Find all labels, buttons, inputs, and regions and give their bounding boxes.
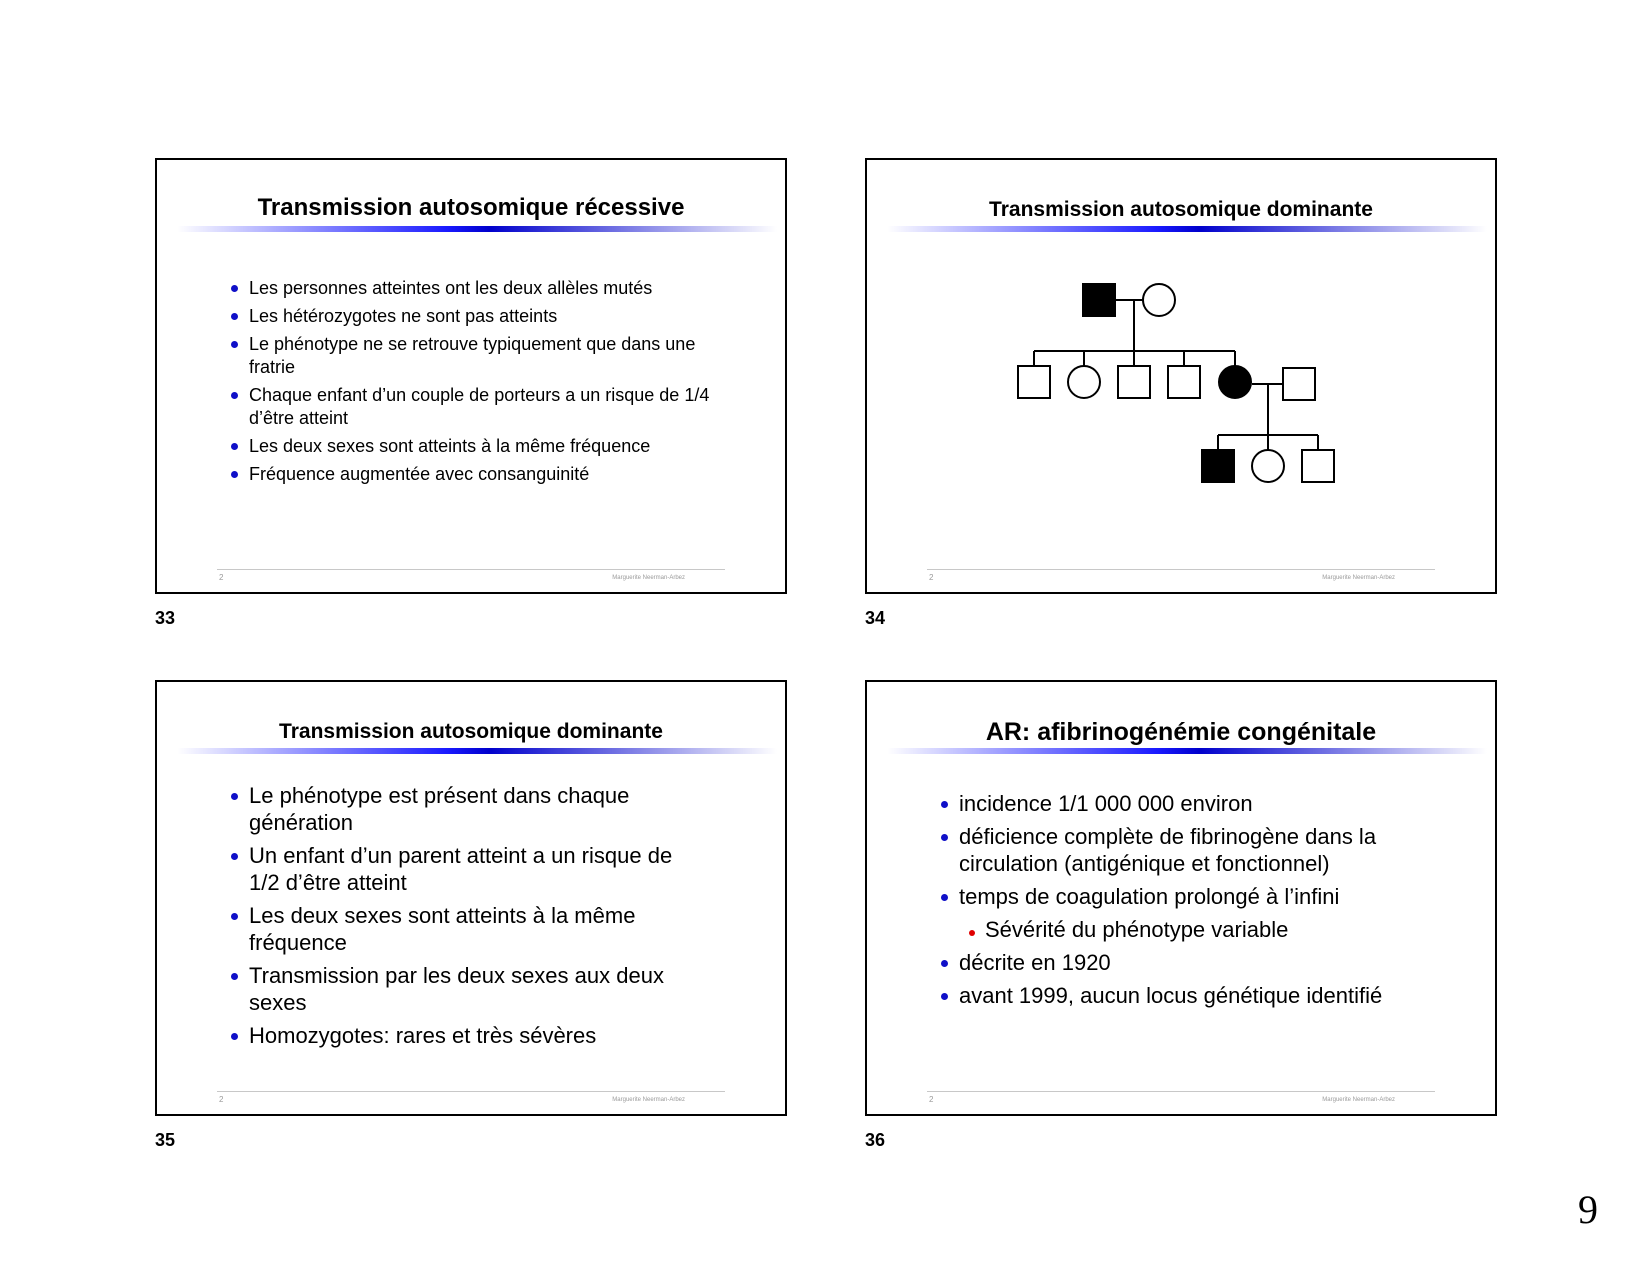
list-item: Les personnes atteintes ont les deux allèles mutés bbox=[229, 277, 729, 300]
slide-title: Transmission autosomique récessive bbox=[257, 194, 685, 221]
sub-list-item: Sévérité du phénotype variable bbox=[939, 916, 1439, 943]
title-underline bbox=[177, 748, 777, 754]
footer-line bbox=[217, 1091, 725, 1092]
unaffected-male-symbol bbox=[1018, 366, 1050, 398]
footer-author: Marguerite Neerman-Arbez bbox=[1322, 1097, 1395, 1103]
unaffected-male-symbol bbox=[1302, 450, 1334, 482]
slide-title: Transmission autosomique dominante bbox=[279, 720, 663, 743]
slide-number: 33 bbox=[155, 608, 176, 628]
footer-number: 2 bbox=[219, 573, 224, 582]
slide-number: 36 bbox=[865, 1130, 886, 1150]
slide-number: 35 bbox=[155, 1130, 176, 1150]
unaffected-male-symbol bbox=[1168, 366, 1200, 398]
pedigree-chart bbox=[867, 160, 1495, 592]
list-item: avant 1999, aucun locus génétique identifié bbox=[939, 982, 1439, 1009]
page-number: 9 bbox=[1578, 1187, 1598, 1232]
list-item: Les deux sexes sont atteints à la même fréquence bbox=[229, 902, 699, 956]
slide-title: AR: afibrinogénémie congénitale bbox=[985, 718, 1377, 746]
slide-34 bbox=[865, 158, 1497, 594]
list-item: Un enfant d’un parent atteint a un risque de 1/2 d’être atteint bbox=[229, 842, 699, 896]
list-item: Le phénotype est présent dans chaque génération bbox=[229, 782, 699, 836]
footer-author: Marguerite Neerman-Arbez bbox=[1322, 575, 1395, 581]
unaffected-female-symbol bbox=[1252, 450, 1284, 482]
list-item: Transmission par les deux sexes aux deux sexes bbox=[229, 962, 699, 1016]
footer-line bbox=[217, 569, 725, 570]
list-item: incidence 1/1 000 000 environ bbox=[939, 790, 1439, 817]
list-item: Les deux sexes sont atteints à la même fréquence bbox=[229, 435, 729, 458]
footer-author: Marguerite Neerman-Arbez bbox=[612, 1097, 685, 1103]
footer-author: Marguerite Neerman-Arbez bbox=[612, 575, 685, 581]
slide-35 bbox=[155, 680, 787, 1116]
list-item: Le phénotype ne se retrouve typiquement que dans une fratrie bbox=[229, 333, 729, 379]
footer-number: 2 bbox=[929, 1095, 934, 1104]
list-item: déficience complète de fibrinogène dans la circulation (antigénique et fonctionnel) bbox=[939, 823, 1439, 877]
title-underline bbox=[887, 748, 1487, 754]
unaffected-male-symbol bbox=[1118, 366, 1150, 398]
list-item: Fréquence augmentée avec consanguinité bbox=[229, 463, 729, 486]
footer-number: 2 bbox=[929, 573, 934, 582]
unaffected-female-symbol bbox=[1068, 366, 1100, 398]
title-underline bbox=[177, 226, 777, 232]
footer-line bbox=[927, 1091, 1435, 1092]
slide-title: Transmission autosomique dominante bbox=[989, 198, 1373, 221]
list-item: temps de coagulation prolongé à l’infini bbox=[939, 883, 1439, 910]
affected-female-symbol bbox=[1219, 366, 1251, 398]
slide-36 bbox=[865, 680, 1497, 1116]
footer-line bbox=[927, 569, 1435, 570]
list-item: Homozygotes: rares et très sévères bbox=[229, 1022, 699, 1049]
list-item: Chaque enfant d’un couple de porteurs a un risque de 1/4 d’être atteint bbox=[229, 384, 729, 430]
slide-33 bbox=[155, 158, 787, 594]
list-item: décrite en 1920 bbox=[939, 949, 1439, 976]
unaffected-female-symbol bbox=[1143, 284, 1175, 316]
footer-number: 2 bbox=[219, 1095, 224, 1104]
unaffected-male-symbol bbox=[1283, 368, 1315, 400]
bullet-list bbox=[229, 782, 699, 1055]
slide-number: 34 bbox=[865, 608, 886, 628]
affected-male-symbol bbox=[1083, 284, 1115, 316]
list-item: Les hétérozygotes ne sont pas atteints bbox=[229, 305, 729, 328]
bullet-list bbox=[229, 277, 729, 491]
bullet-list bbox=[939, 790, 1439, 1015]
affected-male-symbol bbox=[1202, 450, 1234, 482]
